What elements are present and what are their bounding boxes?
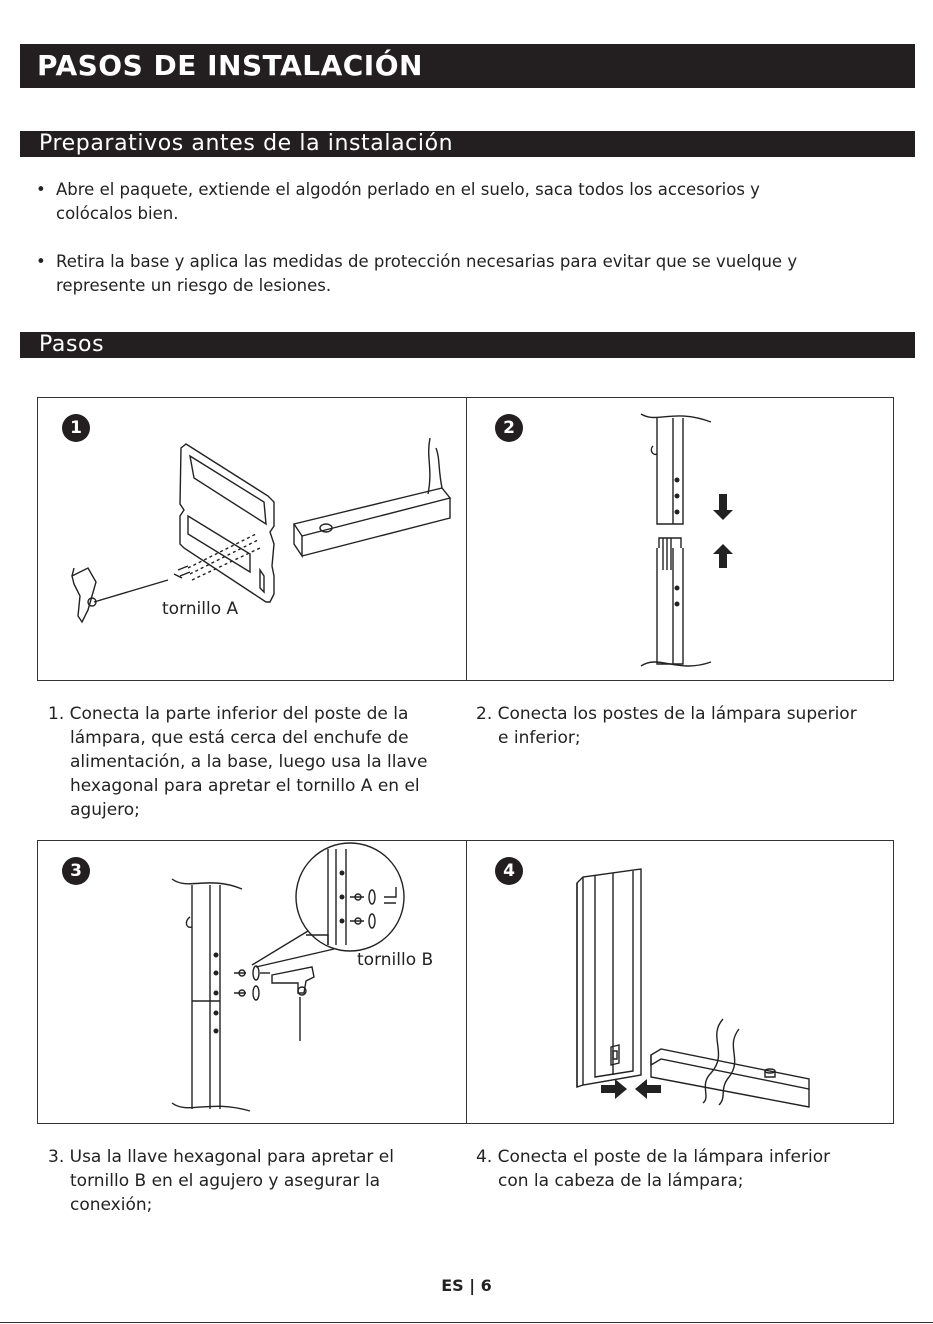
step-instruction-4 xyxy=(476,1145,906,1193)
step-instruction-2 xyxy=(476,702,906,750)
screw-b-tightening-illustration xyxy=(38,841,466,1123)
page-title: PASOS DE INSTALACIÓN xyxy=(20,44,915,88)
step-text-line: agujero; xyxy=(70,800,140,820)
step-number-badge-3: 3 xyxy=(62,857,90,885)
step-text-line: conexión; xyxy=(70,1195,153,1215)
bottom-rule xyxy=(0,1322,933,1323)
callout-screw-b: tornillo B xyxy=(357,950,434,970)
step-text-line: e inferior; xyxy=(498,728,581,748)
list-item xyxy=(36,178,896,226)
step-number-badge-2: 2 xyxy=(495,414,523,442)
preparation-list xyxy=(36,178,896,322)
step-number-badge-1: 1 xyxy=(62,414,90,442)
list-item-line: colócalos bien. xyxy=(56,204,179,223)
step-text-line: con la cabeza de la lámpara; xyxy=(498,1171,744,1191)
step-text-line: tornillo B en el agujero y asegurar la xyxy=(70,1171,381,1191)
step-instruction-3 xyxy=(48,1145,458,1217)
step-illustrations-row-1 xyxy=(37,397,894,681)
step-text-line: 1. Conecta la parte inferior del poste de la xyxy=(48,704,409,724)
step-illustrations-row-2 xyxy=(37,840,894,1124)
page-number: ES | 6 xyxy=(441,1276,492,1295)
step-text-line: alimentación, a la base, luego usa la llave xyxy=(70,752,428,772)
step-instruction-1 xyxy=(48,702,458,822)
base-plate-assembly-illustration xyxy=(38,398,466,680)
step-text-line: hexagonal para apretar el tornillo A en el xyxy=(70,776,420,796)
list-item-line: represente un riesgo de lesiones. xyxy=(56,276,332,295)
list-item-line: • Abre el paquete, extiende el algodón perlado en el suelo, saca todos los accesorios y xyxy=(56,180,760,199)
section-heading-preparations: Preparativos antes de la instalación xyxy=(20,131,915,157)
step-text-line: 2. Conecta los postes de la lámpara superior xyxy=(476,704,857,724)
list-item-line: • Retira la base y aplica las medidas de protección necesarias para evitar que se vuelque y xyxy=(56,252,798,271)
step-number-badge-4: 4 xyxy=(495,857,523,885)
section-heading-steps: Pasos xyxy=(20,332,915,358)
lamp-head-connection-illustration xyxy=(467,841,895,1123)
pole-connection-illustration xyxy=(467,398,895,680)
step-text-line: lámpara, que está cerca del enchufe de xyxy=(70,728,409,748)
list-item xyxy=(36,250,896,298)
step-text-line: 3. Usa la llave hexagonal para apretar el xyxy=(48,1147,394,1167)
step-text-line: 4. Conecta el poste de la lámpara inferior xyxy=(476,1147,831,1167)
callout-screw-a: tornillo A xyxy=(162,599,239,619)
